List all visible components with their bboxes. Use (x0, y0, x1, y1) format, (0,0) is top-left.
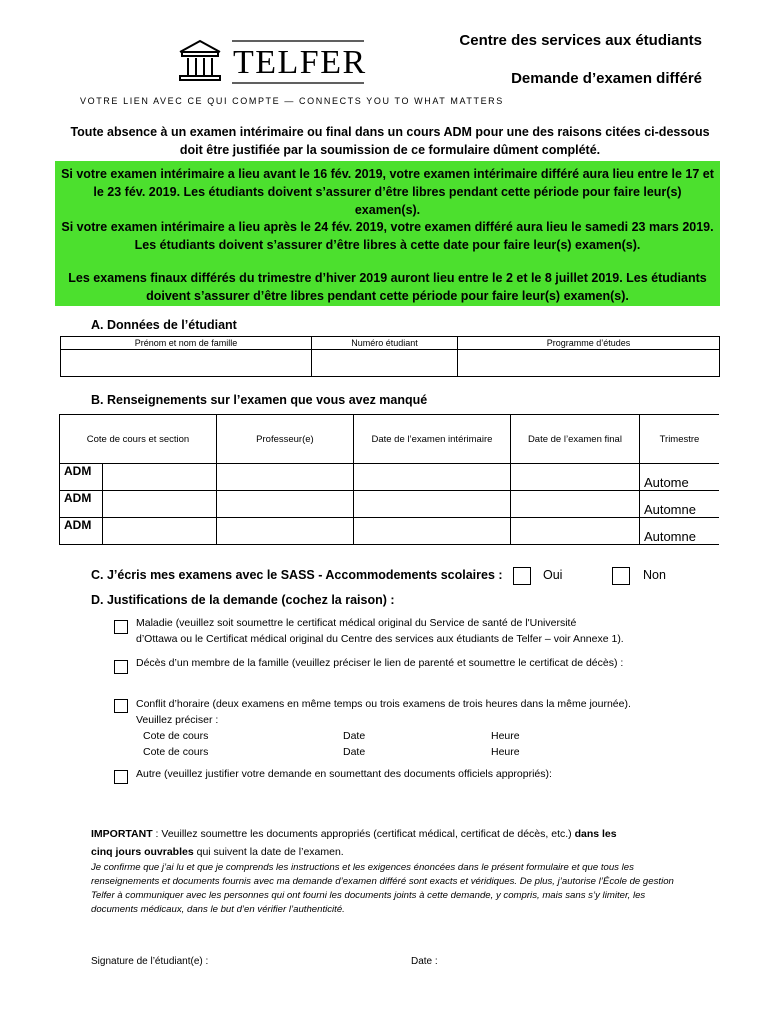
col-term: Trimestre (639, 415, 719, 464)
autre-label: Autre (veuillez justifier votre demande en soumettant des documents officiels appropriés): (136, 768, 552, 780)
notice-p3: Les examens finaux différés du trimestre d’hiver 2019 auront lieu entre le 2 et le 8 juillet 2019. Les étudiants doivent s’assurer d’être libres pendant cette période pour faire leur(s) examen(s). (68, 271, 707, 303)
cote-label-1: Cote de cours (143, 730, 209, 742)
section-b-title: B. Renseignements sur l’examen que vous avez manqué (91, 393, 428, 407)
term-field[interactable]: Automne (639, 491, 719, 518)
notice-p1: Si votre examen intérimaire a lieu avant le 16 fév. 2019, votre examen intérimaire différé aura lieu entre le 17 et le 23 fév. 2019. Les étudiants doivent s’assurer d’être libres pendant cette période pour faire leur(s) examen(s). (61, 167, 714, 217)
exam-info-table (59, 414, 719, 545)
sass-yes-checkbox[interactable] (513, 567, 531, 585)
sass-no-checkbox[interactable] (612, 567, 630, 585)
final-date-field[interactable] (510, 518, 639, 545)
form-title: Demande d’examen différé (511, 70, 702, 87)
professor-field[interactable] (216, 491, 353, 518)
notice-p2: Si votre examen intérimaire a lieu après le 24 fév. 2019, votre examen différé aura lieu le samedi 23 mars 2019. Les étudiants doivent s’assurer d’être libres à cette date pour faire leur(s) examen(s). (61, 220, 714, 252)
heure-label-1: Heure (491, 730, 520, 742)
final-date-field[interactable] (510, 491, 639, 518)
important-note (91, 825, 711, 861)
maladie-line2: d’Ottawa ou le Certificat médical original du Centre des services aux étudiants de Telfer – voir Annexe 1). (136, 633, 624, 645)
sass-yes-label: Oui (543, 568, 563, 582)
col-student-number: Numéro étudiant (312, 337, 458, 350)
important-bold1: dans les (574, 828, 617, 840)
professor-field[interactable] (216, 464, 353, 491)
final-date-field[interactable] (510, 464, 639, 491)
declaration-text: Je confirme que j’ai lu et que je comprends les instructions et les exigences énoncées dans le présent formulaire et que tous les renseignements et documents fournis avec ma demande d’examen différé sont exacts et véridiques. De plus, j’autorise l’École de gestion Telfer à communiquer avec les personnes qui ont fourni les documents joints à cette demande, y compris, mais sans s’y limiter, les documents médicaux, dans le but d’en vérifier l’authenticité. (91, 862, 674, 915)
conflit-checkbox[interactable] (114, 699, 128, 713)
term-field[interactable]: Autome (639, 464, 719, 491)
midterm-date-field[interactable] (353, 491, 510, 518)
col-professor: Professeur(e) (216, 415, 353, 464)
conflit-label: Conflit d’horaire (deux examens en même temps ou trois examens de trois heures dans la même journée). (136, 698, 631, 710)
course-section-field[interactable] (103, 518, 217, 545)
midterm-date-field[interactable] (353, 464, 510, 491)
tagline: VOTRE LIEN AVEC CE QUI COMPTE — CONNECTS YOU TO WHAT MATTERS (80, 96, 504, 106)
course-section-field[interactable] (103, 464, 217, 491)
important-bold2: cinq jours ouvrables (91, 846, 194, 858)
intro-text: Toute absence à un examen intérimaire ou final dans un cours ADM pour une des raisons citées ci-dessous doit être justifiée par la soumission de ce formulaire dûment complété. (70, 125, 710, 157)
logo-wordmark: TELFER (233, 44, 367, 81)
date-label: Date : (411, 956, 438, 967)
important-label: IMPORTANT (91, 828, 153, 840)
autre-checkbox[interactable] (114, 770, 128, 784)
section-a-title: A. Données de l’étudiant (91, 318, 237, 332)
col-course: Cote de cours et section (60, 415, 217, 464)
centre-title: Centre des services aux étudiants (459, 32, 702, 49)
signature-label: Signature de l’étudiant(e) : (91, 956, 209, 967)
maladie-line1: Maladie (veuillez soit soumettre le certificat médical original du Service de santé de l'Université (136, 617, 577, 629)
date-label-1: Date (343, 730, 366, 742)
col-midterm-date: Date de l’examen intérimaire (353, 415, 510, 464)
col-program: Programme d’études (458, 337, 720, 350)
course-prefix: ADM (60, 491, 103, 518)
course-section-field[interactable] (103, 491, 217, 518)
student-number-field[interactable] (312, 350, 458, 377)
important-text1: : Veuillez soumettre les documents appropriés (certificat médical, certificat de décès, etc.) (152, 828, 575, 840)
name-field[interactable] (61, 350, 312, 377)
program-field[interactable] (458, 350, 720, 377)
maladie-checkbox[interactable] (114, 620, 128, 634)
course-prefix: ADM (60, 464, 103, 491)
section-c-title: C. J’écris mes examens avec le SASS - Accommodements scolaires : (91, 568, 503, 582)
deces-checkbox[interactable] (114, 660, 128, 674)
preciser-label: Veuillez préciser : (136, 714, 219, 726)
midterm-date-field[interactable] (353, 518, 510, 545)
professor-field[interactable] (216, 518, 353, 545)
date-label-2: Date (343, 746, 366, 758)
important-text2: qui suivent la date de l’examen. (193, 846, 344, 858)
term-field[interactable]: Automne (639, 518, 719, 545)
student-data-table (60, 336, 720, 377)
col-final-date: Date de l’examen final (510, 415, 639, 464)
course-prefix: ADM (60, 518, 103, 545)
notice-box (55, 161, 720, 306)
cote-label-2: Cote de cours (143, 746, 209, 758)
heure-label-2: Heure (491, 746, 520, 758)
col-name: Prénom et nom de famille (61, 337, 312, 350)
deces-label: Décès d’un membre de la famille (veuillez préciser le lien de parenté et soumettre le certificat de décès) : (136, 657, 624, 669)
section-d-title: D. Justifications de la demande (cochez la raison) : (91, 593, 395, 607)
sass-no-label: Non (643, 568, 666, 582)
